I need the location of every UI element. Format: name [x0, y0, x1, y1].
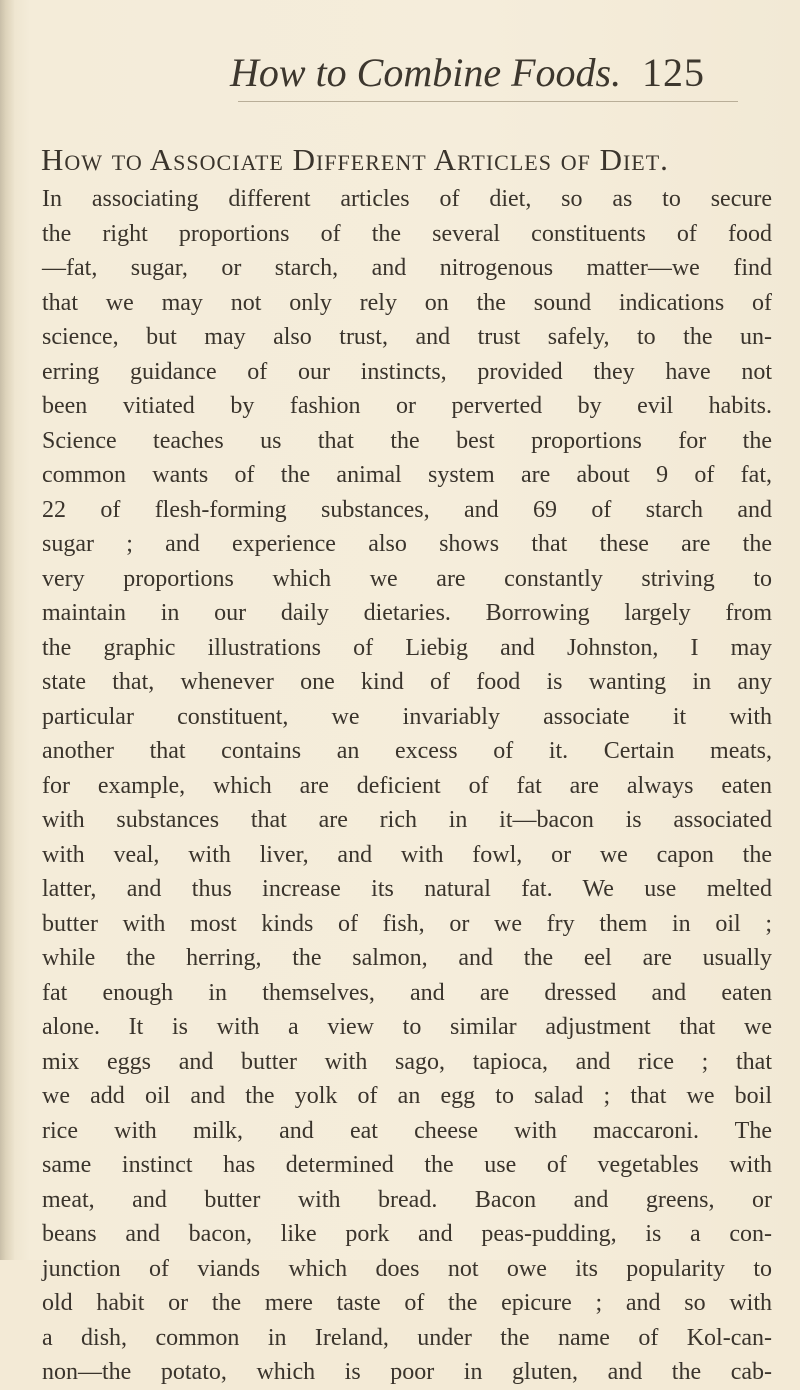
text-line: old habit or the mere taste of the epicure ; and so with: [42, 1290, 772, 1316]
text-line: fat enough in themselves, and are dressed and eaten: [42, 979, 772, 1006]
text-line: sugar ; and experience also shows that these are the: [42, 531, 772, 557]
text-line: meat, and butter with bread. Bacon and greens, or: [42, 1186, 772, 1213]
text-line: In associating different articles of diet, so as to secure: [42, 186, 772, 212]
text-line: science, but may also trust, and trust safely, to the un-: [42, 324, 772, 350]
text-line: that we may not only rely on the sound indications of: [42, 289, 772, 316]
text-line: maintain in our daily dietaries. Borrowing largely from: [42, 600, 772, 626]
body-paragraph: [42, 182, 772, 1390]
text-line: state that, whenever one kind of food is wanting in any: [42, 669, 772, 695]
text-line: rice with milk, and eat cheese with maccaroni. The: [42, 1117, 772, 1144]
text-line: we add oil and the yolk of an egg to salad ; that we boil: [42, 1083, 772, 1109]
text-line: Science teaches us that the best proportions for the: [42, 427, 772, 454]
text-line: —fat, sugar, or starch, and nitrogenous matter—we find: [42, 255, 772, 281]
text-line: latter, and thus increase its natural fat. We use melted: [42, 876, 772, 902]
page-binding-edge: [0, 0, 14, 1260]
section-heading: How to Associate Different Articles of Diet.: [41, 142, 669, 177]
text-line: common wants of the animal system are about 9 of fat,: [42, 462, 772, 488]
text-line: particular constituent, we invariably associate it with: [42, 703, 772, 730]
running-head: [0, 48, 800, 98]
text-line: alone. It is with a view to similar adjustment that we: [42, 1014, 772, 1040]
text-line: the right proportions of the several constituents of food: [42, 220, 772, 247]
text-line: very proportions which we are constantly striving to: [42, 565, 772, 592]
text-line: while the herring, the salmon, and the eel are usually: [42, 945, 772, 971]
text-line: butter with most kinds of fish, or we fry them in oil ;: [42, 910, 772, 937]
page-number: 125: [642, 50, 705, 95]
text-line: with substances that are rich in it—bacon is associated: [42, 807, 772, 833]
text-line: a dish, common in Ireland, under the name of Kol-can-: [42, 1324, 772, 1351]
text-line: 22 of flesh-forming substances, and 69 of starch and: [42, 496, 772, 523]
text-line: been vitiated by fashion or perverted by evil habits.: [42, 393, 772, 419]
text-line: same instinct has determined the use of vegetables with: [42, 1152, 772, 1178]
text-line: erring guidance of our instincts, provided they have not: [42, 358, 772, 385]
text-line: the graphic illustrations of Liebig and Johnston, I may: [42, 634, 772, 661]
header-rule: [238, 101, 738, 102]
text-line: another that contains an excess of it. Certain meats,: [42, 738, 772, 764]
text-line: beans and bacon, like pork and peas-pudding, is a con-: [42, 1221, 772, 1247]
text-line: junction of viands which does not owe its popularity to: [42, 1255, 772, 1282]
text-line: with veal, with liver, and with fowl, or we capon the: [42, 841, 772, 868]
running-title: How to Combine Foods.: [230, 50, 622, 95]
text-line: mix eggs and butter with sago, tapioca, and rice ; that: [42, 1048, 772, 1075]
text-line: non—the potato, which is poor in gluten, and the cab-: [42, 1359, 772, 1385]
text-line: for example, which are deficient of fat are always eaten: [42, 772, 772, 799]
